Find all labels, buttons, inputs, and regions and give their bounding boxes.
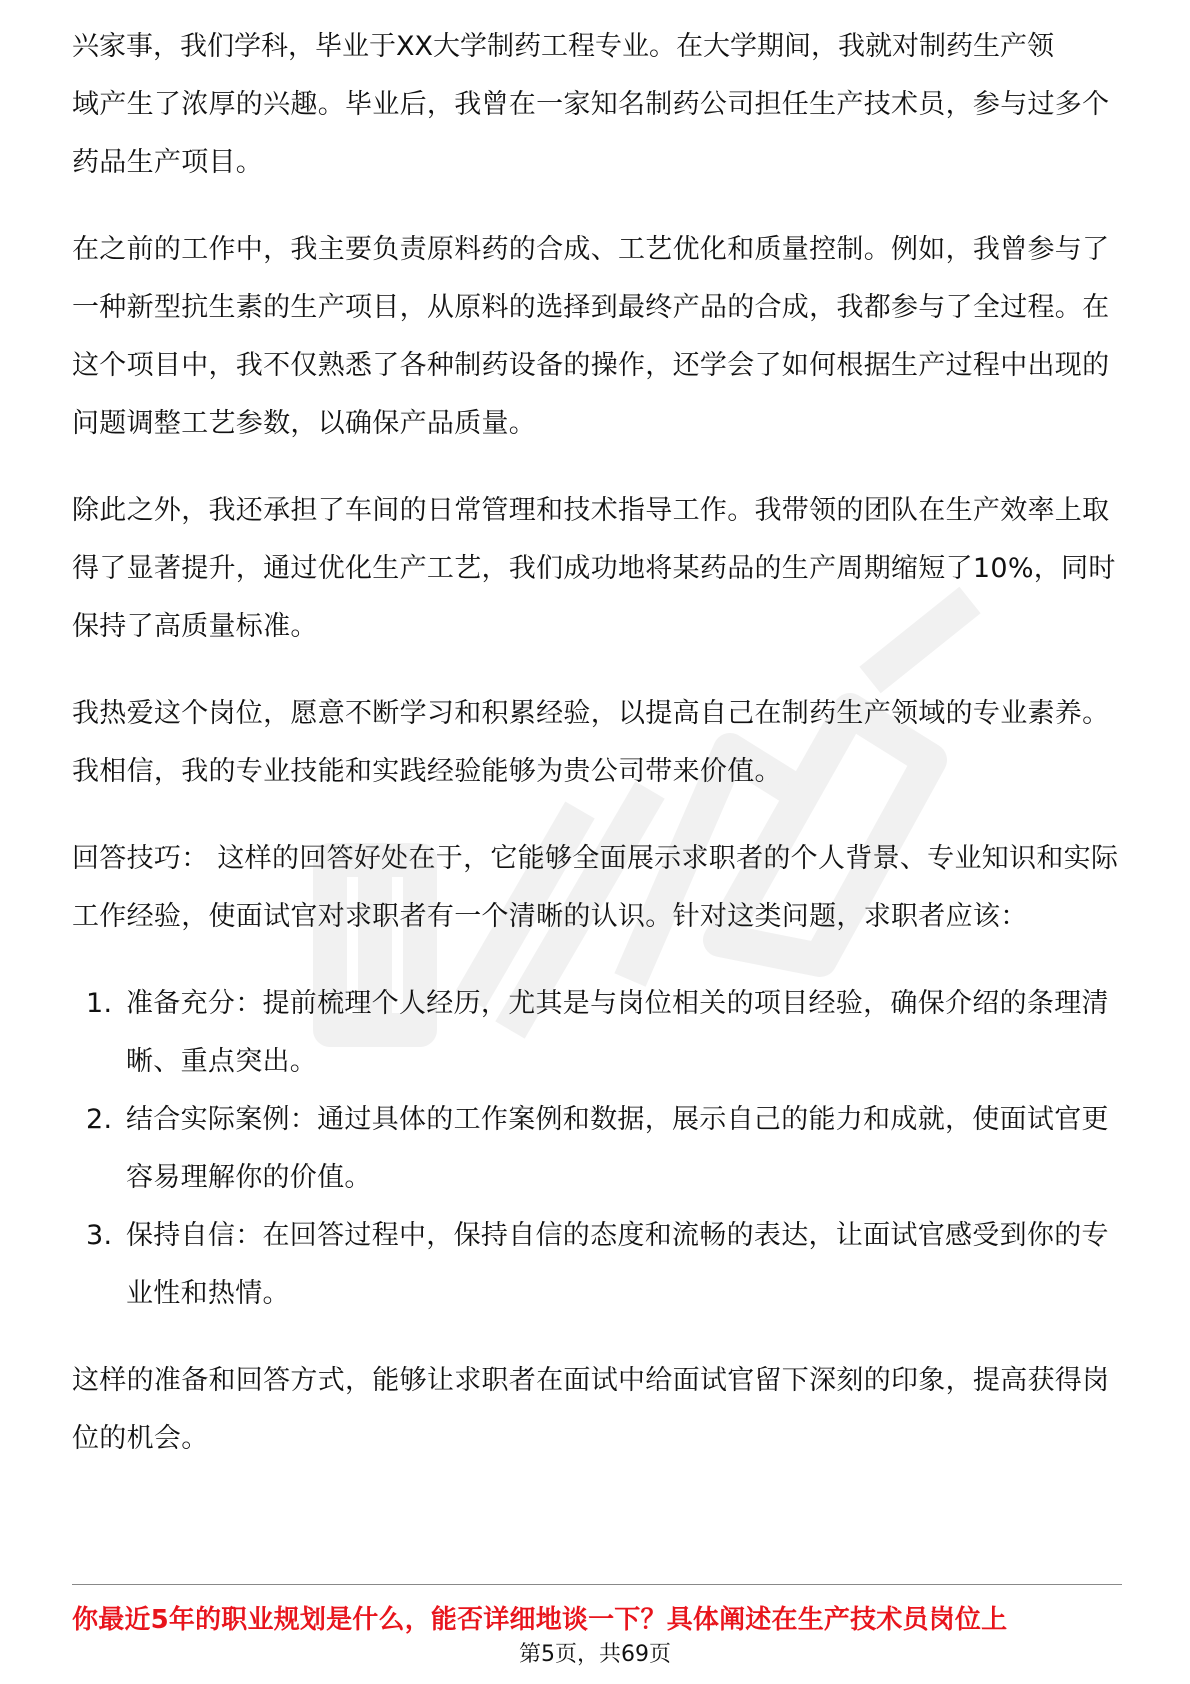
document-body (72, 18, 1122, 1497)
clipped-top-line (72, 18, 1122, 76)
paragraph-closing: 这样的准备和回答方式，能够让求职者在面试中给面试官留下深刻的印象，提高获得岗位的机会。 (72, 1365, 1110, 1454)
list-item-number: 2. (86, 1104, 113, 1135)
list-item-text: 准备充分：提前梳理个人经历，尤其是与岗位相关的项目经验，确保介绍的条理清晰、重点突出。 (126, 988, 1109, 1077)
paragraph-answer-tips: 回答技巧： 这样的回答好处在于，它能够全面展示求职者的个人背景、专业知识和实际工作经验，使面试官对求职者有一个清晰的认识。针对这类问题，求职者应该： (72, 843, 1119, 932)
paragraph-background: 域产生了浓厚的兴趣。毕业后，我曾在一家知名制药公司担任生产技术员，参与过多个药品生产项目。 (72, 89, 1110, 178)
page-number: 第5页，共69页 (519, 1642, 671, 1667)
tips-list (72, 975, 1122, 1323)
paragraph-passion: 我热爱这个岗位，愿意不断学习和积累经验，以提高自己在制药生产领域的专业素养。我相信，我的专业技能和实践经验能够为贵公司带来价值。 (72, 698, 1110, 787)
clipped-top-text: 兴家事，我们学科，毕业于XX大学制药工程专业。在大学期间，我就对制药生产领 (72, 31, 1054, 62)
paragraph-previous-work: 在之前的工作中，我主要负责原料药的合成、工艺优化和质量控制。例如，我曾参与了一种新型抗生素的生产项目，从原料的选择到最终产品的合成，我都参与了全过程。在这个项目中，我不仅熟悉了各种制药设备的操作，还学会了如何根据生产过程中出现的问题调整工艺参数，以确保产品质量。 (72, 234, 1110, 439)
list-item-number: 1. (86, 988, 113, 1019)
list-item (72, 1207, 1122, 1323)
list-item-text: 保持自信：在回答过程中，保持自信的态度和流畅的表达，让面试官感受到你的专业性和热情。 (126, 1220, 1109, 1309)
section-divider (72, 1584, 1122, 1585)
paragraph-management: 除此之外，我还承担了车间的日常管理和技术指导工作。我带领的团队在生产效率上取得了显著提升，通过优化生产工艺，我们成功地将某药品的生产周期缩短了10%，同时保持了高质量标准。 (72, 495, 1116, 642)
list-item-text: 结合实际案例：通过具体的工作案例和数据，展示自己的能力和成就，使面试官更容易理解你的价值。 (126, 1104, 1109, 1193)
next-question-heading: 你最近5年的职业规划是什么，能否详细地谈一下？具体阐述在生产技术员岗位上 (72, 1605, 1008, 1635)
list-item (72, 1091, 1122, 1207)
list-item (72, 975, 1122, 1091)
list-item-number: 3. (86, 1220, 113, 1251)
